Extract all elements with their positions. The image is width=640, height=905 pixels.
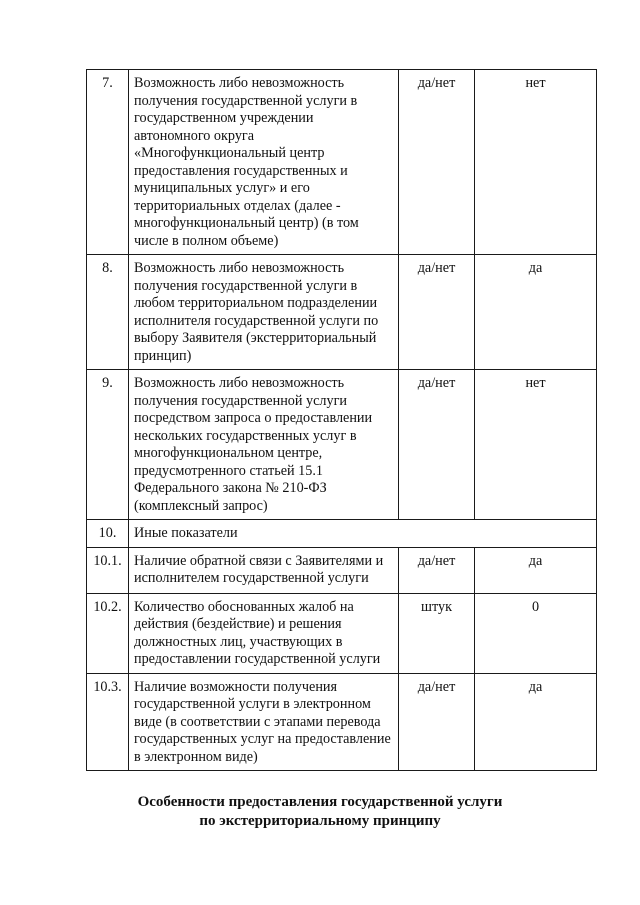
row-number: 10.2. bbox=[87, 593, 129, 673]
row-description: Возможность либо невозможность получения государственной услуги в любом территориальном подразделении исполнителя государственной услуги по выбору Заявителя (экстерриториальный принцип) bbox=[129, 255, 399, 370]
row-number: 7. bbox=[87, 70, 129, 255]
row-unit: да/нет bbox=[399, 370, 475, 520]
row-description: Возможность либо невозможность получения государственной услуги посредством запроса о предоставлении нескольких государственных услуг в многофункциональном центре, предусмотренного статьей 15.1 Федерального закона № 210-ФЗ (комплексный запрос) bbox=[129, 370, 399, 520]
section-label: Иные показатели bbox=[129, 520, 597, 548]
row-unit: да/нет bbox=[399, 70, 475, 255]
row-number: 10. bbox=[87, 520, 129, 548]
row-number: 9. bbox=[87, 370, 129, 520]
row-unit: штук bbox=[399, 593, 475, 673]
section-heading-line-1: Особенности предоставления государственной услуги bbox=[137, 794, 503, 810]
table-row bbox=[87, 547, 597, 593]
row-unit: да/нет bbox=[399, 255, 475, 370]
row-value: да bbox=[475, 255, 597, 370]
row-value: да bbox=[475, 547, 597, 593]
table-section-row bbox=[87, 520, 597, 548]
row-value: нет bbox=[475, 70, 597, 255]
table-row bbox=[87, 70, 597, 255]
row-description: Наличие обратной связи с Заявителями и исполнителем государственной услуги bbox=[129, 547, 399, 593]
row-value: да bbox=[475, 673, 597, 771]
row-description: Наличие возможности получения государственной услуги в электронном виде (в соответствии с этапами перевода государственных услуг на предоставление в электронном виде) bbox=[129, 673, 399, 771]
row-number: 8. bbox=[87, 255, 129, 370]
row-value: нет bbox=[475, 370, 597, 520]
indicators-table bbox=[86, 69, 597, 771]
section-heading-line-2: по экстерриториальному принципу bbox=[199, 813, 441, 829]
row-unit: да/нет bbox=[399, 673, 475, 771]
row-description: Возможность либо невозможность получения государственной услуги в государственном учреждении автономного округа «Многофункциональный центр предоставления государственных и муниципальных услуг» и его территориальных отделах (далее - многофункциональный центр) (в том числе в полном объеме) bbox=[129, 70, 399, 255]
row-number: 10.1. bbox=[87, 547, 129, 593]
row-value: 0 bbox=[475, 593, 597, 673]
row-number: 10.3. bbox=[87, 673, 129, 771]
table-row bbox=[87, 370, 597, 520]
row-unit: да/нет bbox=[399, 547, 475, 593]
table-row bbox=[87, 255, 597, 370]
table-row bbox=[87, 593, 597, 673]
table-row bbox=[87, 673, 597, 771]
row-description: Количество обоснованных жалоб на действия (бездействие) и решения должностных лиц, участвующих в предоставлении государственной услуги bbox=[129, 593, 399, 673]
